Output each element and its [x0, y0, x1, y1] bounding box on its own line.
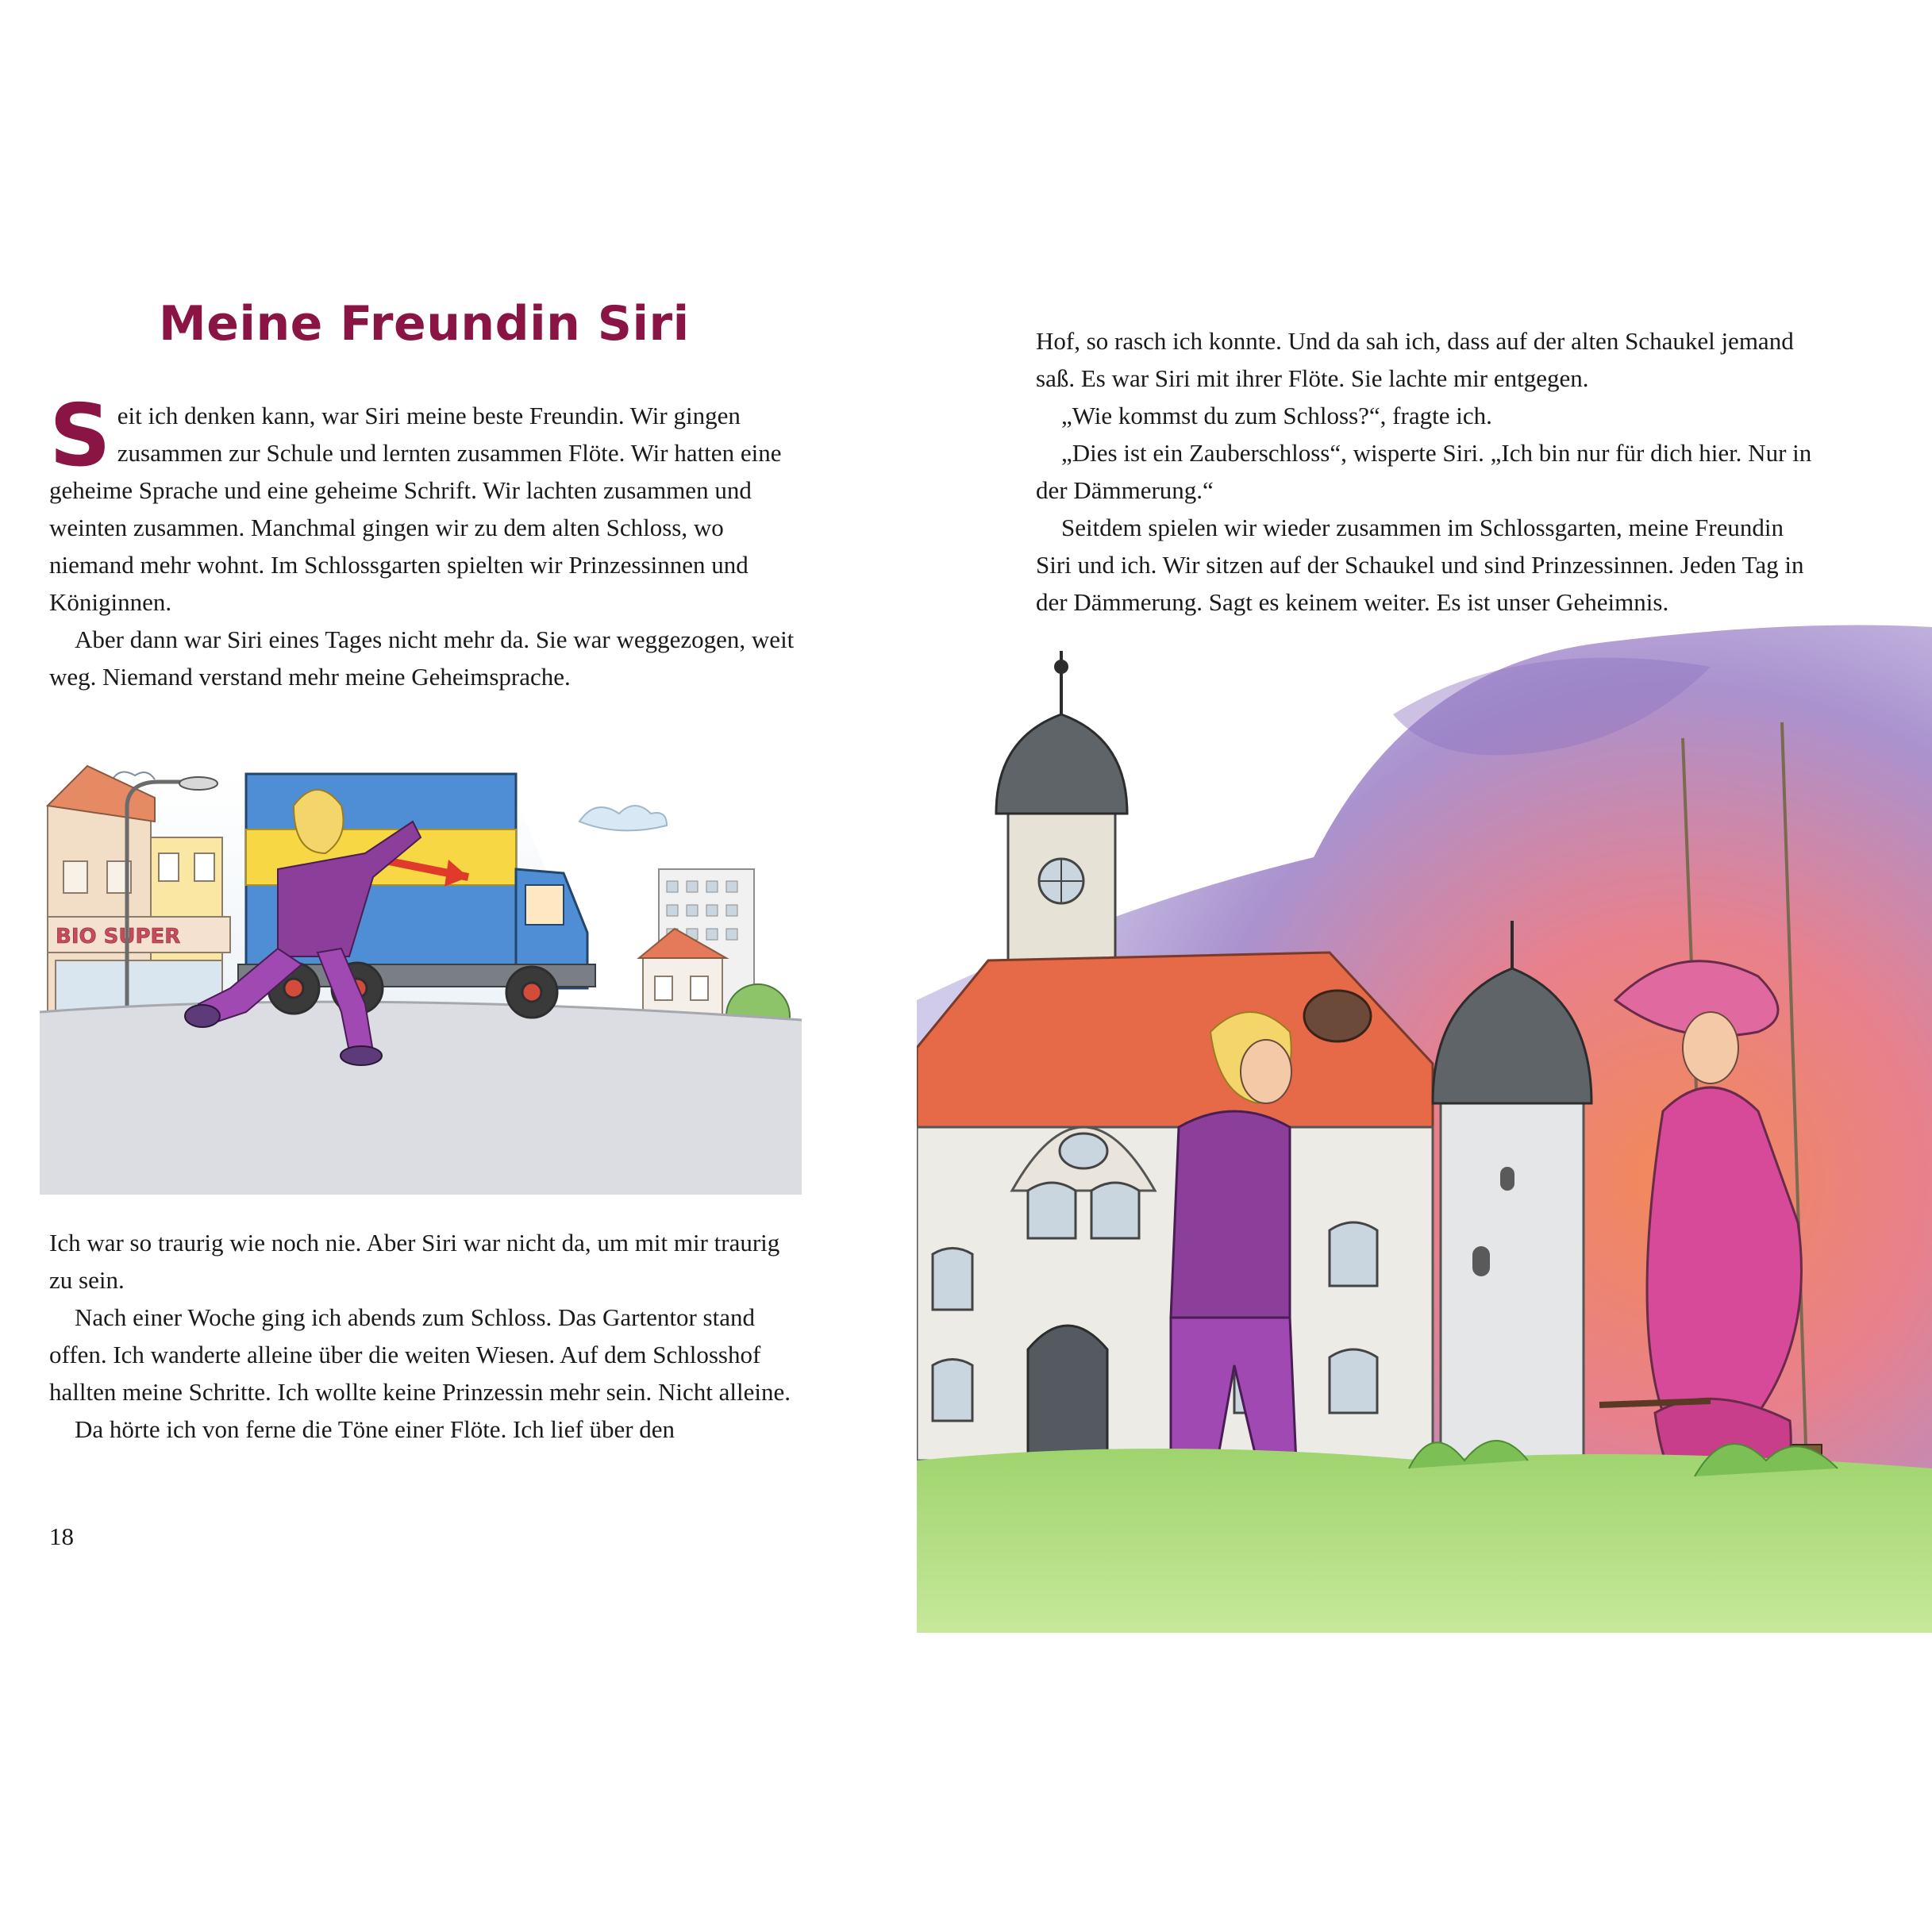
text-block-continued [49, 1224, 799, 1448]
page-title: Meine Freundin Siri [159, 296, 690, 352]
page-number: 18 [49, 1522, 74, 1550]
paragraph: eit ich denken kann, war Siri meine beste Freundin. Wir gingen zusammen zur Schule und lernten zusammen Flöte. Wir hatten eine geheime Sprache und eine geheime Schrift. Wir lachten zusammen und weinten zusammen. Manchmal gingen wir zu dem alten Schloss, wo niemand mehr wohnt. Im Schlossgarten spielten wir Prinzessinnen und Königinnen. [49, 402, 782, 616]
castle-swing-illustration [917, 619, 1932, 1633]
shop-sign: BIO SUPER [56, 925, 181, 949]
paragraph: Seitdem spielen wir wieder zusammen im Schlossgarten, meine Freundin Siri und ich. Wir sitzen auf der Schaukel und sind Prinzessinnen. Jeden Tag in der Dämmerung. Sagt es keinem weiter. Es ist unser Geheimnis. [1036, 514, 1804, 616]
paragraph: Hof, so rasch ich konnte. Und da sah ich, dass auf der alten Schaukel jemand saß. Es war Siri mit ihrer Flöte. Sie lachte mir entgegen. [1036, 327, 1794, 392]
moving-truck-illustration [40, 750, 802, 1195]
paragraph: Da hörte ich von ferne die Töne einer Flöte. Ich lief über den [75, 1415, 675, 1443]
text-block-intro [49, 387, 799, 695]
paragraph: Ich war so traurig wie noch nie. Aber Siri war nicht da, um mit mir traurig zu sein. [49, 1229, 780, 1294]
text-block-right-page [1036, 322, 1814, 621]
drop-cap: S [49, 387, 111, 486]
paragraph: „Dies ist ein Zauberschloss“, wisperte Siri. „Ich bin nur für dich hier. Nur in der Dämmerung.“ [1036, 439, 1812, 504]
paragraph: Nach einer Woche ging ich abends zum Schloss. Das Gartentor stand offen. Ich wanderte alleine über die weiten Wiesen. Auf dem Schlosshof hallten meine Schritte. Ich wollte keine Prinzessin mehr sein. Nicht alleine. [49, 1303, 791, 1406]
paragraph: Aber dann war Siri eines Tages nicht mehr da. Sie war weggezogen, weit weg. Niemand verstand mehr meine Geheimsprache. [49, 625, 795, 691]
paragraph: „Wie kommst du zum Schloss?“, fragte ich. [1061, 402, 1492, 429]
